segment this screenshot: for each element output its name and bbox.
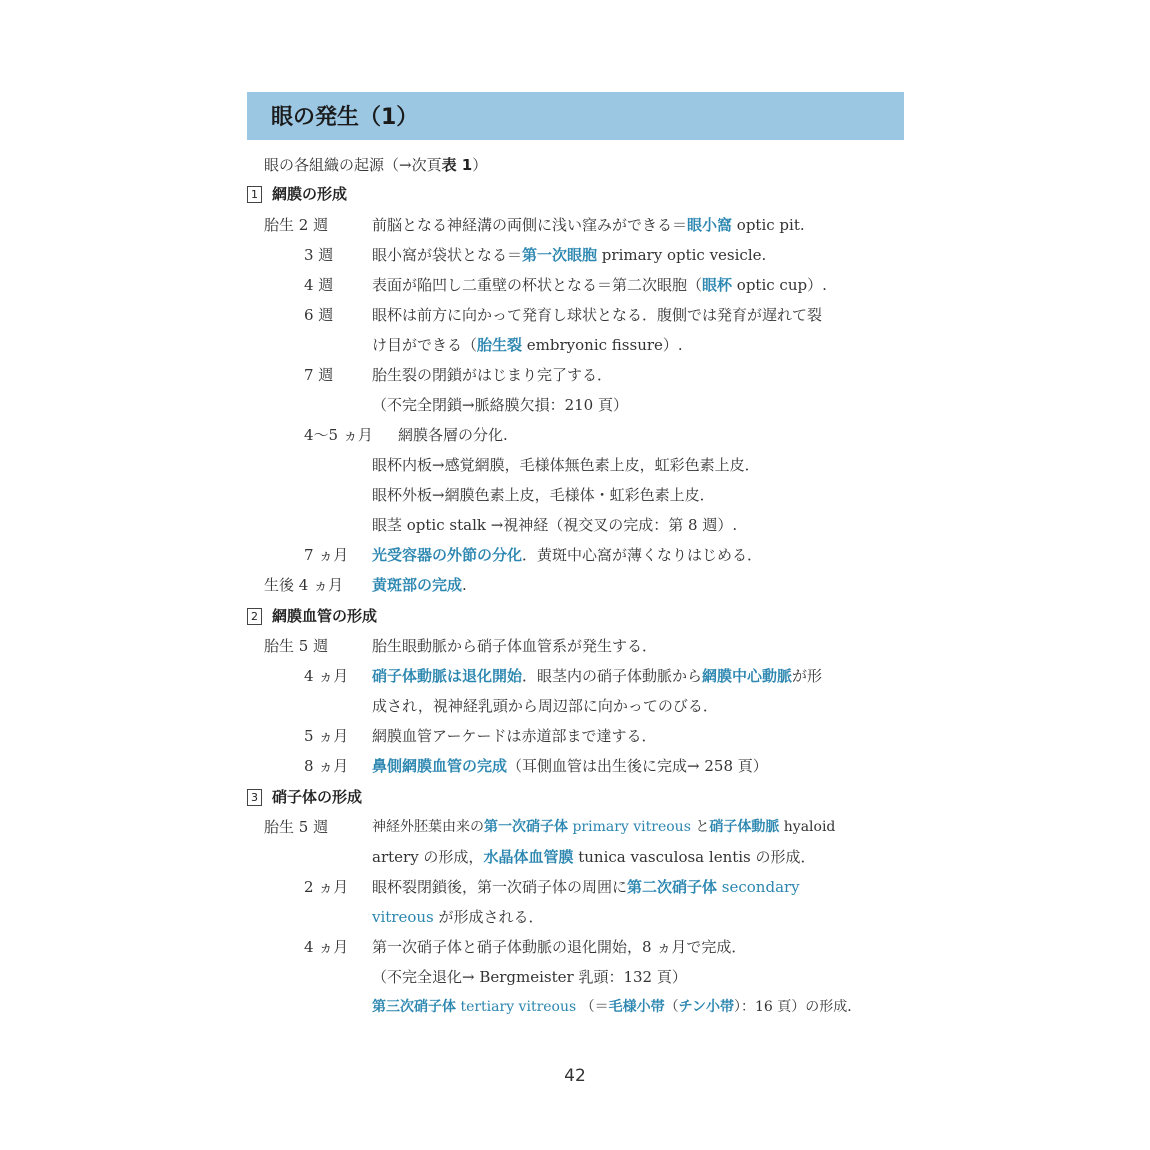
row-text: 網膜血管アーケードは赤道部まで達する．	[372, 727, 657, 745]
row-text: 前脳となる神経溝の両側に浅い窪みができる＝眼小窩 optic pit.	[372, 216, 805, 234]
row-text: 神経外胚葉由来の第一次硝子体 primary vitreous と硝子体動脈 hyaloid	[372, 819, 836, 835]
section-number: 3	[247, 789, 262, 806]
row-text-continued: 眼杯内板→感覚網膜，毛様体無色素上皮，虹彩色素上皮．	[372, 456, 760, 474]
row-text: 鼻側網膜血管の完成（耳側血管は出生後に完成→ 258 頁）	[372, 757, 768, 775]
row-text-continued: 眼杯外板→網膜色素上皮，毛様体・虹彩色素上皮．	[372, 486, 715, 504]
row-label: 5 ヵ月	[304, 727, 349, 745]
row-text-continued: （不完全退化→ Bergmeister 乳頭：132 頁）	[372, 968, 687, 986]
row-label: 2 ヵ月	[304, 878, 349, 896]
row-text-continued: vitreous が形成される．	[372, 908, 544, 926]
row-text-continued: 第三次硝子体 tertiary vitreous （＝毛様小帯（チン小帯）：16 頁）の形成．	[372, 999, 862, 1015]
intro-line: 眼の各組織の起源（→次頁表 1）	[264, 156, 488, 174]
row-text: 眼杯は前方に向かって発育し球状となる．腹側では発育が遅れて裂	[372, 306, 823, 324]
row-text: 黄斑部の完成.	[372, 576, 467, 594]
row-label: 胎生 5 週	[264, 637, 329, 655]
row-label: 胎生 2 週	[264, 216, 329, 234]
row-label: 8 ヵ月	[304, 757, 349, 775]
page-number: 42	[564, 1066, 586, 1086]
section-heading-3: 3 硝子体の形成	[247, 787, 362, 807]
section-number: 2	[247, 608, 262, 625]
row-text: 眼杯裂閉鎖後，第一次硝子体の周囲に第二次硝子体 secondary	[372, 878, 800, 896]
row-text: 胎生裂の閉鎖がはじまり完了する．	[372, 366, 613, 384]
page-title: 眼の発生（1）	[271, 105, 419, 130]
row-label: 4 週	[304, 276, 334, 294]
row-text: 表面が陥凹し二重壁の杯状となる＝第二次眼胞（眼杯 optic cup）.	[372, 276, 827, 294]
row-text: 胎生眼動脈から硝子体血管系が発生する．	[372, 637, 658, 655]
row-text: 光受容器の外節の分化．黄斑中心窩が薄くなりはじめる．	[372, 546, 763, 564]
row-text-continued: 成され，視神経乳頭から周辺部に向かってのびる．	[372, 697, 718, 715]
section-heading-1: 1 網膜の形成	[247, 184, 347, 204]
row-label: 4 ヵ月	[304, 938, 349, 956]
section-number: 1	[247, 186, 262, 203]
row-label: 胎生 5 週	[264, 818, 329, 836]
row-label: 6 週	[304, 306, 334, 324]
row-label: 生後 4 ヵ月	[264, 576, 344, 594]
row-text-continued: artery の形成，水晶体血管膜 tunica vasculosa lentis の形成．	[372, 848, 816, 866]
row-text: 硝子体動脈は退化開始．眼茎内の硝子体動脈から網膜中心動脈が形	[372, 667, 823, 685]
row-label: 7 ヵ月	[304, 546, 349, 564]
section-heading-2: 2 網膜血管の形成	[247, 606, 377, 626]
row-text-continued: け目ができる（胎生裂 embryonic fissure）.	[372, 336, 683, 354]
row-text-continued: 眼茎 optic stalk →視神経（視交叉の完成：第 8 週）.	[372, 516, 738, 534]
row-label: 7 週	[304, 366, 334, 384]
row-label: 3 週	[304, 246, 334, 264]
row-text: 第一次硝子体と硝子体動脈の退化開始，8 ヵ月で完成．	[372, 938, 747, 956]
row-label: 4 ヵ月	[304, 667, 349, 685]
row-text: 網膜各層の分化.	[398, 426, 508, 444]
title-bar	[247, 92, 904, 140]
row-text-continued: （不完全閉鎖→脈絡膜欠損：210 頁）	[372, 396, 628, 414]
row-text: 眼小窩が袋状となる＝第一次眼胞 primary optic vesicle.	[372, 246, 767, 264]
row-label: 4〜5 ヵ月	[304, 426, 373, 444]
